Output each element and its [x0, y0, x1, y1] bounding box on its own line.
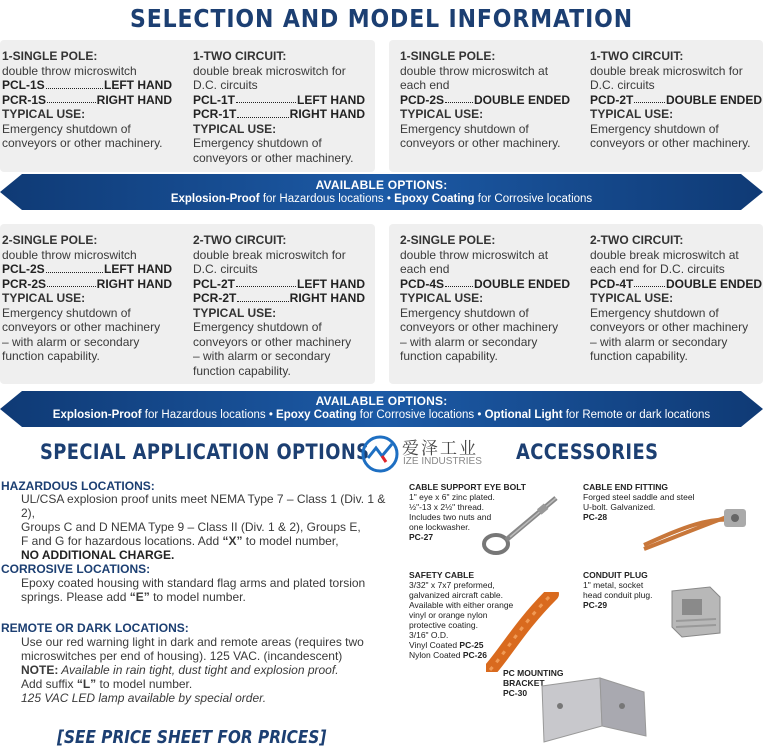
typical-use-text: conveyors or other machinery. [590, 136, 751, 150]
acc-end-fitting: CABLE END FITTING Forged steel saddle and steel U-bolt. Galvanized. PC-28 [583, 482, 695, 522]
model-cell [193, 233, 365, 378]
acc-conduit-plug: CONDUIT PLUG 1" metal, socket head conduit plug. PC-29 [583, 570, 653, 610]
model-desc: double break microswitch for [193, 63, 346, 78]
typical-use-text: conveyors or other machinery [400, 320, 559, 334]
typical-use-heading: TYPICAL USE: [400, 291, 484, 305]
model-row: PCR-1S RIGHT HAND [2, 92, 172, 107]
acc-eye-bolt: CABLE SUPPORT EYE BOLT 1" eye x 6" zinc plated. ½"-13 x 2½" thread. Includes two nuts and one lockwasher. PC-27 [409, 482, 526, 542]
typical-use-heading: TYPICAL USE: [2, 107, 86, 121]
typical-use-text: – with alarm or secondary [2, 334, 140, 349]
typical-use-heading: TYPICAL USE: [193, 305, 277, 320]
model-cell-heading: 1-TWO CIRCUIT: [193, 49, 287, 63]
typical-use-heading: TYPICAL USE: [193, 121, 277, 136]
mounting-bracket-image [540, 676, 650, 748]
model-row: PCD-4T DOUBLE ENDED [590, 276, 762, 291]
option-explosion-proof: Explosion-Proof [170, 193, 260, 205]
model-cell [2, 233, 172, 364]
eye-bolt-image [480, 490, 560, 560]
model-row: PCR-2T RIGHT HAND [193, 291, 365, 305]
model-row: PCR-1T RIGHT HAND [193, 107, 365, 121]
model-desc: each end [400, 78, 450, 92]
corrosive-body: Epoxy coated housing with standard flag arms and plated torsion springs. Please add “E” to model number. [21, 576, 366, 604]
model-cell-heading: 2-TWO CIRCUIT: [590, 233, 684, 247]
model-cell [590, 233, 762, 364]
model-row: PCR-2S RIGHT HAND [2, 276, 172, 291]
model-desc: double break microswitch for [590, 63, 743, 78]
model-row: PCL-1S LEFT HAND [2, 78, 172, 92]
options-band-2 [0, 391, 763, 427]
accessories-heading: ACCESSORIES [516, 440, 659, 464]
typical-use-text: function capability. [2, 349, 100, 363]
model-desc: double break microswitch for [193, 247, 346, 262]
options-band-1 [0, 174, 763, 210]
page-title: SELECTION AND MODEL INFORMATION [129, 4, 634, 33]
model-cell-heading: 1-SINGLE POLE: [2, 49, 98, 63]
typical-use-heading: TYPICAL USE: [590, 291, 674, 305]
hazardous-body: UL/CSA explosion proof units meet NEMA Type 7 – Class 1 (Div. 1 & 2), Groups C and D NEMA Type 9 – Class II (Div. 1 & 2), Groups E, F and G for hazardous locations. Add “X” to model number, NO ADDITIONAL CHARGE. [21, 492, 386, 562]
model-row: PCL-2T LEFT HAND [193, 276, 365, 291]
model-cell [193, 49, 365, 165]
price-sheet-note: [SEE PRICE SHEET FOR PRICES] [57, 727, 327, 748]
typical-use-text: Emergency shutdown of [590, 121, 719, 136]
acc-safety-cable: SAFETY CABLE 3/32" x 7x7 preformed, galvanized aircraft cable. Available with either orange vinyl or orange nylon protective coating. 3/16" O.D. Vinyl Coated PC-25 Nylon Coated PC-26 [409, 570, 514, 660]
typical-use-text: Emergency shutdown of [2, 121, 131, 136]
typical-use-text: function capability. [193, 363, 291, 378]
model-cell-heading: 2-SINGLE POLE: [400, 233, 496, 247]
remote-body: Use our red warning light in dark and remote areas (requires two microswitches per end of housing). 125 VAC. (incandescent) NOTE: Available in rain tight, dust tight and explosion proof. Add suffix “L” to model number. 125 VAC LED lamp available by special order. [21, 635, 364, 705]
special-options-heading: SPECIAL APPLICATION OPTIONS [40, 440, 370, 464]
typical-use-text: Emergency shutdown of [590, 305, 719, 320]
acc-bracket: PC MOUNTING BRACKET PC-30 [503, 668, 564, 698]
typical-use-text: conveyors or other machinery. [2, 136, 163, 150]
conduit-plug-image [664, 583, 722, 641]
safety-cable-image [486, 592, 566, 672]
logo-cn: 爱泽工业 [402, 439, 478, 459]
options-title: AVAILABLE OPTIONS: [315, 394, 448, 408]
typical-use-text: function capability. [400, 349, 498, 363]
typical-use-text: Emergency shutdown of [193, 320, 322, 334]
cable-end-fitting-image [640, 505, 760, 555]
typical-use-text: Emergency shutdown of [400, 121, 529, 136]
model-cell [590, 49, 762, 151]
model-desc: each end [400, 262, 450, 276]
model-desc: D.C. circuits [193, 78, 258, 92]
model-row: PCD-2S DOUBLE ENDED [400, 92, 570, 107]
option-explosion-proof: Explosion-Proof [52, 409, 142, 421]
model-desc: D.C. circuits [590, 78, 655, 92]
typical-use-text: function capability. [590, 349, 688, 363]
model-desc: each end for D.C. circuits [590, 262, 725, 276]
model-desc: double throw microswitch [2, 247, 137, 262]
typical-use-heading: TYPICAL USE: [400, 107, 484, 121]
model-cell-heading: 2-SINGLE POLE: [2, 233, 98, 247]
corrosive-heading: CORROSIVE LOCATIONS: [1, 562, 151, 576]
model-desc: D.C. circuits [193, 262, 258, 276]
remote-heading: REMOTE OR DARK LOCATIONS: [1, 621, 189, 635]
logo-icon [360, 434, 400, 474]
typical-use-text: conveyors or other machinery [2, 320, 161, 334]
typical-use-text: – with alarm or secondary [590, 334, 728, 349]
model-desc: double throw microswitch [2, 63, 137, 78]
typical-use-text: – with alarm or secondary [400, 334, 538, 349]
typical-use-text: conveyors or other machinery. [193, 150, 354, 165]
typical-use-text: conveyors or other machinery. [400, 136, 561, 150]
model-cell [2, 49, 172, 151]
model-cell [400, 49, 570, 151]
options-title: AVAILABLE OPTIONS: [315, 178, 448, 192]
option-optional-light: Optional Light [484, 409, 563, 421]
typical-use-heading: TYPICAL USE: [590, 107, 674, 121]
model-cell [400, 233, 570, 364]
hazardous-heading: HAZARDOUS LOCATIONS: [1, 479, 155, 493]
typical-use-text: – with alarm or secondary [193, 349, 331, 363]
model-desc: double throw microswitch at [400, 247, 549, 262]
model-desc: double break microswitch at [590, 247, 739, 262]
model-cell-heading: 1-SINGLE POLE: [400, 49, 496, 63]
model-desc: double throw microswitch at [400, 63, 549, 78]
typical-use-text: Emergency shutdown of [400, 305, 529, 320]
logo-en: IZE INDUSTRIES [403, 456, 482, 467]
model-row: PCL-1T LEFT HAND [193, 92, 365, 107]
option-epoxy-coating: Epoxy Coating [394, 193, 475, 205]
model-cell-heading: 2-TWO CIRCUIT: [193, 233, 287, 247]
typical-use-text: conveyors or other machinery [193, 334, 352, 349]
model-row: PCD-4S DOUBLE ENDED [400, 276, 570, 291]
options-list: Explosion-Proof for Hazardous locations • Epoxy Coating for Corrosive locations • Optional Light for Remote or dark locations [52, 409, 711, 421]
model-row: PCL-2S LEFT HAND [2, 262, 172, 276]
typical-use-heading: TYPICAL USE: [2, 291, 86, 305]
typical-use-text: conveyors or other machinery [590, 320, 749, 334]
model-cell-heading: 1-TWO CIRCUIT: [590, 49, 684, 63]
typical-use-text: Emergency shutdown of [2, 305, 131, 320]
model-row: PCD-2T DOUBLE ENDED [590, 92, 762, 107]
typical-use-text: Emergency shutdown of [193, 136, 322, 150]
option-epoxy-coating: Epoxy Coating [276, 409, 357, 421]
options-list: Explosion-Proof for Hazardous locations • Epoxy Coating for Corrosive locations [170, 193, 593, 205]
